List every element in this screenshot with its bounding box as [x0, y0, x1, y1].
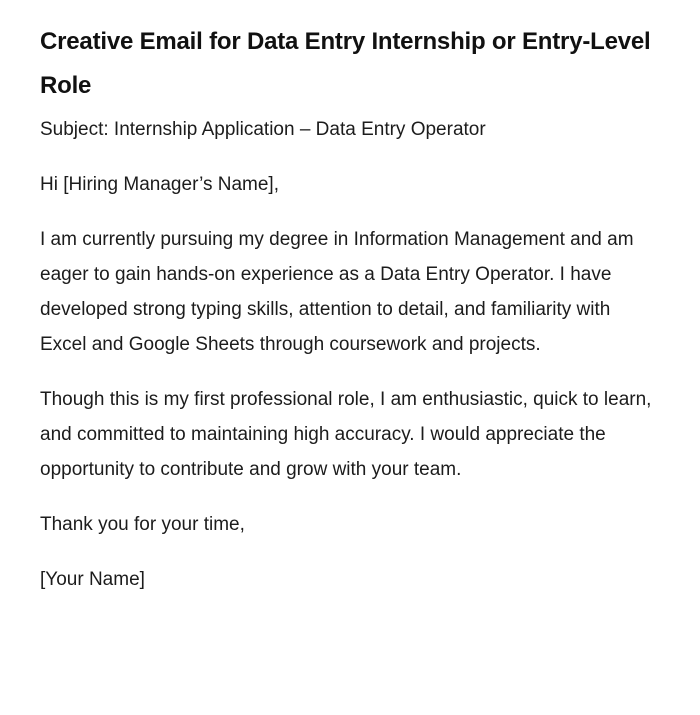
email-body-paragraph-1: I am currently pursuing my degree in Information Management and am eager to gain hands-on experience as a Data Entry Operator. I have developed strong typing skills, attention to detail, and familiarity with Excel and Google Sheets through coursework and projects. — [40, 229, 634, 355]
document-title: Creative Email for Data Entry Internship or Entry-Level Role — [40, 28, 651, 99]
email-body-paragraph-2: Though this is my first professional role, I am enthusiastic, quick to learn, and committed to maintaining high accuracy. I would appreciate the opportunity to contribute and grow with your team. — [40, 389, 652, 480]
email-subject: Subject: Internship Application – Data Entry Operator — [40, 119, 486, 140]
email-greeting: Hi [Hiring Manager’s Name], — [40, 174, 279, 195]
email-closing: Thank you for your time, — [40, 514, 245, 535]
email-signature: [Your Name] — [40, 569, 145, 590]
